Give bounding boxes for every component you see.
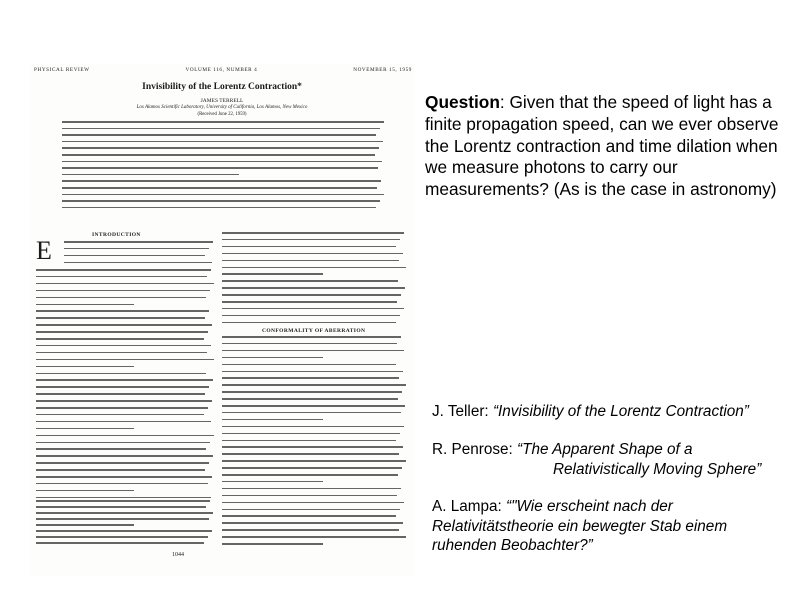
- scan-text-line: [62, 128, 380, 130]
- scan-text-line: [222, 391, 402, 393]
- reference-lampa: [432, 497, 727, 556]
- scan-text-line: [222, 509, 400, 511]
- scan-text-line: [222, 357, 323, 359]
- page-number: 1044: [172, 552, 184, 558]
- scan-text-line: [36, 324, 212, 326]
- scan-text-line: [64, 262, 212, 264]
- scan-text-line: [222, 343, 397, 345]
- paper-affiliation: Los Alamos Scientific Laboratory, University of California, Los Alamos, New Mexico: [136, 105, 308, 110]
- scan-text-line: [222, 267, 406, 269]
- scan-text-line: [36, 297, 206, 299]
- scan-text-line: [222, 253, 403, 255]
- section-heading-conformality: CONFORMALITY OF ABERRATION: [262, 328, 366, 334]
- scan-text-line: [36, 304, 134, 306]
- reference-lampa-title-line3: ruhenden Beobachter?”: [432, 537, 593, 554]
- scan-text-line: [36, 338, 204, 340]
- scan-text-line: [62, 141, 383, 143]
- scan-text-line: [36, 283, 214, 285]
- scan-text-line: [36, 400, 212, 402]
- reference-lampa-title-line2: Relativitätstheorie ein bewegter Stab einem: [432, 517, 728, 535]
- scan-text-line: [36, 386, 209, 388]
- scan-text-line: [36, 359, 214, 361]
- reference-teller-author: J. Teller:: [432, 403, 493, 420]
- scan-text-line: [222, 371, 403, 373]
- scan-text-line: [222, 412, 401, 414]
- scan-text-line: [36, 536, 208, 538]
- scan-text-line: [36, 269, 211, 271]
- scan-text-line: [36, 469, 205, 471]
- scan-text-line: [36, 373, 206, 375]
- scan-text-line: [36, 331, 208, 333]
- reference-penrose-title-line1: “The Apparent Shape of a: [517, 441, 693, 458]
- paper-received: (Received June 22, 1959): [197, 112, 247, 117]
- scan-text-line: [222, 364, 396, 366]
- scan-text-line: [36, 530, 212, 532]
- scan-text-line: [222, 405, 405, 407]
- scan-text-line: [222, 467, 402, 469]
- scan-text-line: [222, 433, 400, 435]
- reference-lampa-title-line1: “"Wie erscheint nach der: [505, 498, 673, 515]
- paper-title: Invisibility of the Lorentz Contraction*: [142, 82, 302, 92]
- scan-text-line: [62, 154, 375, 156]
- scan-text-line: [222, 260, 399, 262]
- scan-text-line: [222, 239, 400, 241]
- scan-text-line: [36, 345, 211, 347]
- scan-text-line: [222, 377, 399, 379]
- scan-text-line: [62, 167, 378, 169]
- scan-text-line: [222, 543, 323, 545]
- scan-text-line: [222, 460, 406, 462]
- scan-text-line: [36, 414, 204, 416]
- scan-text-line: [36, 290, 210, 292]
- scan-text-line: [222, 495, 397, 497]
- scan-text-line: [62, 174, 239, 176]
- reference-teller-title: “Invisibility of the Lorentz Contraction”: [492, 403, 749, 420]
- reference-penrose-title-line2: Relativistically Moving Sphere”: [553, 460, 762, 478]
- scan-text-line: [222, 488, 401, 490]
- scan-text-line: [36, 448, 206, 450]
- section-heading-introduction: INTRODUCTION: [92, 232, 141, 238]
- reference-penrose-author: R. Penrose:: [432, 441, 518, 458]
- scan-text-line: [62, 207, 376, 209]
- scan-text-line: [36, 497, 211, 499]
- drop-cap: E: [36, 236, 52, 265]
- question-label: Question: [425, 92, 500, 112]
- scan-text-line: [222, 246, 396, 248]
- scan-text-line: [36, 352, 207, 354]
- scan-text-line: [36, 310, 209, 312]
- scan-text-line: [222, 426, 404, 428]
- scan-text-line: [222, 308, 404, 310]
- scan-text-line: [62, 187, 377, 189]
- reference-penrose: [432, 440, 761, 479]
- scan-text-line: [36, 428, 134, 430]
- scan-text-line: [36, 524, 134, 526]
- scan-text-line: [222, 522, 403, 524]
- scan-text-line: [222, 384, 406, 386]
- scan-text-line: [36, 476, 212, 478]
- scan-text-line: [36, 506, 206, 508]
- scan-text-line: [36, 393, 205, 395]
- scan-text-line: [36, 483, 208, 485]
- scan-text-line: [36, 435, 214, 437]
- scanned-paper-page: [30, 64, 414, 576]
- scan-text-line: [222, 273, 323, 275]
- scan-text-line: [36, 462, 209, 464]
- scan-text-line: [36, 442, 210, 444]
- scan-text-line: [222, 453, 399, 455]
- scan-text-line: [222, 280, 398, 282]
- scan-text-line: [222, 398, 398, 400]
- scan-text-line: [36, 542, 204, 544]
- scan-text-line: [62, 147, 379, 149]
- scan-text-line: [36, 379, 213, 381]
- scan-text-line: [36, 518, 209, 520]
- scan-text-line: [64, 255, 205, 257]
- scan-text-line: [62, 134, 376, 136]
- scan-text-line: [62, 121, 384, 123]
- reference-teller: [432, 402, 749, 422]
- scan-text-line: [36, 512, 213, 514]
- scan-text-line: [222, 232, 404, 234]
- journal-header: [34, 67, 412, 73]
- scan-text-line: [222, 536, 406, 538]
- scan-text-line: [62, 200, 380, 202]
- scan-text-line: [222, 446, 403, 448]
- scan-text-line: [36, 317, 205, 319]
- paper-author: JAMES TERRELL: [200, 98, 244, 104]
- scan-text-line: [222, 322, 396, 324]
- scan-text-line: [36, 455, 213, 457]
- question-text: : Given that the speed of light has a finite propagation speed, can we ever observe the Lorentz contraction and time dilation when we measure photons to carry our measurements? (As is the case in astronomy): [425, 92, 779, 200]
- scan-text-line: [222, 350, 404, 352]
- scan-text-line: [222, 529, 399, 531]
- scan-text-line: [222, 515, 396, 517]
- scan-text-line: [222, 474, 398, 476]
- scan-text-line: [62, 161, 382, 163]
- scan-text-line: [222, 294, 401, 296]
- journal-date: NOVEMBER 15, 1959: [353, 67, 412, 73]
- scan-text-line: [222, 481, 323, 483]
- scan-text-line: [36, 500, 210, 502]
- scan-text-line: [62, 180, 381, 182]
- scan-text-line: [222, 440, 396, 442]
- reference-lampa-author: A. Lampa:: [432, 498, 506, 515]
- scan-text-line: [62, 194, 384, 196]
- scan-text-line: [222, 301, 397, 303]
- scan-text-line: [36, 276, 207, 278]
- scan-text-line: [222, 287, 405, 289]
- scan-text-line: [36, 421, 211, 423]
- scan-text-line: [222, 502, 404, 504]
- scan-text-line: [64, 248, 209, 250]
- scan-text-line: [222, 336, 401, 338]
- scan-text-line: [222, 419, 323, 421]
- scan-text-line: [64, 241, 213, 243]
- journal-name: PHYSICAL REVIEW: [34, 67, 90, 73]
- scan-text-line: [222, 315, 400, 317]
- scan-text-line: [36, 407, 208, 409]
- scan-text-line: [36, 490, 134, 492]
- journal-volume: VOLUME 116, NUMBER 4: [185, 67, 258, 73]
- scan-text-line: [36, 366, 134, 368]
- question-block: [425, 92, 790, 201]
